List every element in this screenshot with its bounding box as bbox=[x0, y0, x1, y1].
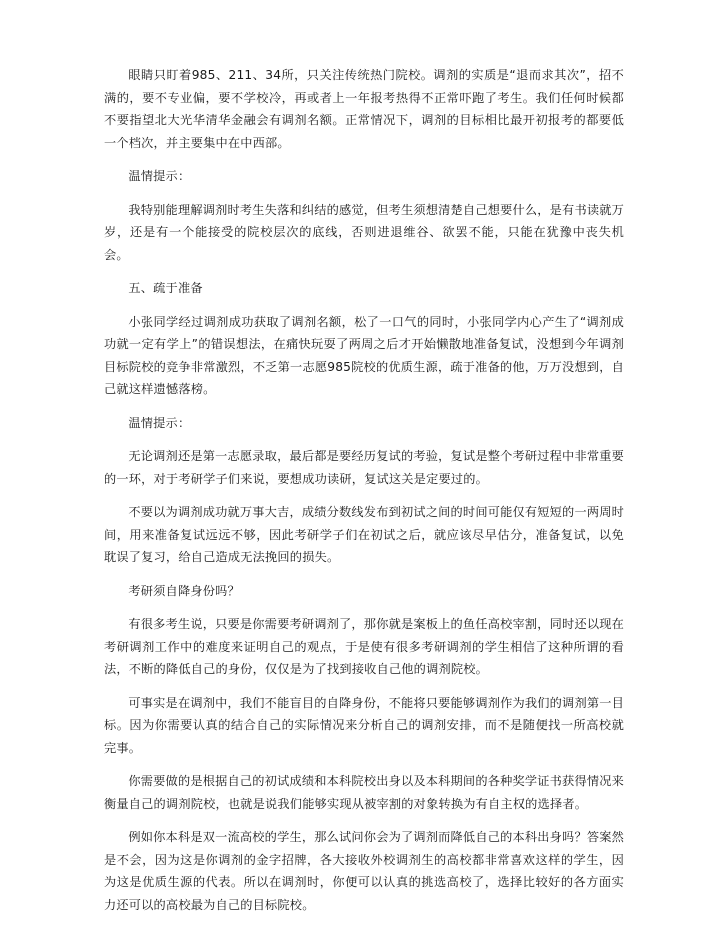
section-heading: 考研须自降身份吗？ bbox=[128, 583, 240, 598]
paragraph: 无论调剂还是第一志愿录取，最后都是要经历复试的考验，复试是整个考研过程中非常重要的一环，对于考研学子们来说，要想成功读研，复试这关是定要过的。 bbox=[104, 449, 624, 486]
paragraph: 眼睛只盯着985、211、34所，只关注传统热门院校。调剂的实质是“退而求其次”，招不满的，要不专业偏，要不学校冷，再或者上一年报考热得不正常吓跑了考生。我们任何时候都不要指望北大光华清华金融会有调剂名额。正常情况下，调剂的目标相比最开初报考的都要低一个档次，并主要集中在中西部。 bbox=[104, 68, 624, 150]
document-body bbox=[104, 64, 624, 927]
tip-heading: 温情提示： bbox=[128, 415, 191, 430]
paragraph: 你需要做的是根据自己的初试成绩和本科院校出身以及本科期间的各种奖学证书获得情况来衡量自己的调剂院校，也就是说我们能够实现从被宰割的对象转换为有自主权的选择者。 bbox=[104, 774, 624, 811]
paragraph: 可事实是在调剂中，我们不能盲目的自降身份，不能将只要能够调剂作为我们的调剂第一目标。因为你需要认真的结合自己的实际情况来分析自己的调剂安排，而不是随便找一所高校就完事。 bbox=[104, 695, 624, 755]
section-heading: 五、疏于准备 bbox=[128, 281, 203, 295]
paragraph: 我特别能理解调剂时考生失落和纠结的感觉，但考生须想清楚自己想要什么，是有书读就万岁，还是有一个能接受的院校层次的底线，否则进退维谷、欲罢不能，只能在犹豫中丧失机会。 bbox=[104, 202, 624, 262]
paragraph: 例如你本科是双一流高校的学生，那么试问你会为了调剂而降低自己的本科出身吗？答案然是不会，因为这是你调剂的金字招牌，各大接收外校调剂生的高校都非常喜欢这样的学生，因为这是优质生源的代表。所以在调剂时，你便可以认真的挑选高校了，选择比较好的各方面实力还可以的高校最为自己的目标院校。 bbox=[104, 830, 624, 912]
paragraph: 不要以为调剂成功就万事大吉，成绩分数线发布到初试之间的时间可能仅有短短的一两周时间，用来准备复试远远不够，因此考研学子们在初试之后，就应该尽早估分，准备复试，以免耽误了复习，给自己造成无法挽回的损失。 bbox=[104, 505, 624, 564]
paragraph: 小张同学经过调剂成功获取了调剂名额，松了一口气的同时，小张同学内心产生了“调剂成功就一定有学上”的错误想法，在痛快玩耍了两周之后才开始懒散地准备复试，没想到今年调剂目标院校的竞争非常激烈，不乏第一志愿985院校的优质生源，疏于准备的他，万万没想到，自己就这样遗憾落榜。 bbox=[104, 314, 624, 396]
paragraph: 有很多考生说，只要是你需要考研调剂了，那你就是案板上的鱼任高校宰割，同时还以现在考研调剂工作中的难度来证明自己的观点，于是使有很多考研调剂的学生相信了这种所谓的看法，不断的降低自己的身份，仅仅是为了找到接收自己他的调剂院校。 bbox=[104, 617, 624, 676]
tip-heading: 温情提示： bbox=[128, 169, 191, 183]
